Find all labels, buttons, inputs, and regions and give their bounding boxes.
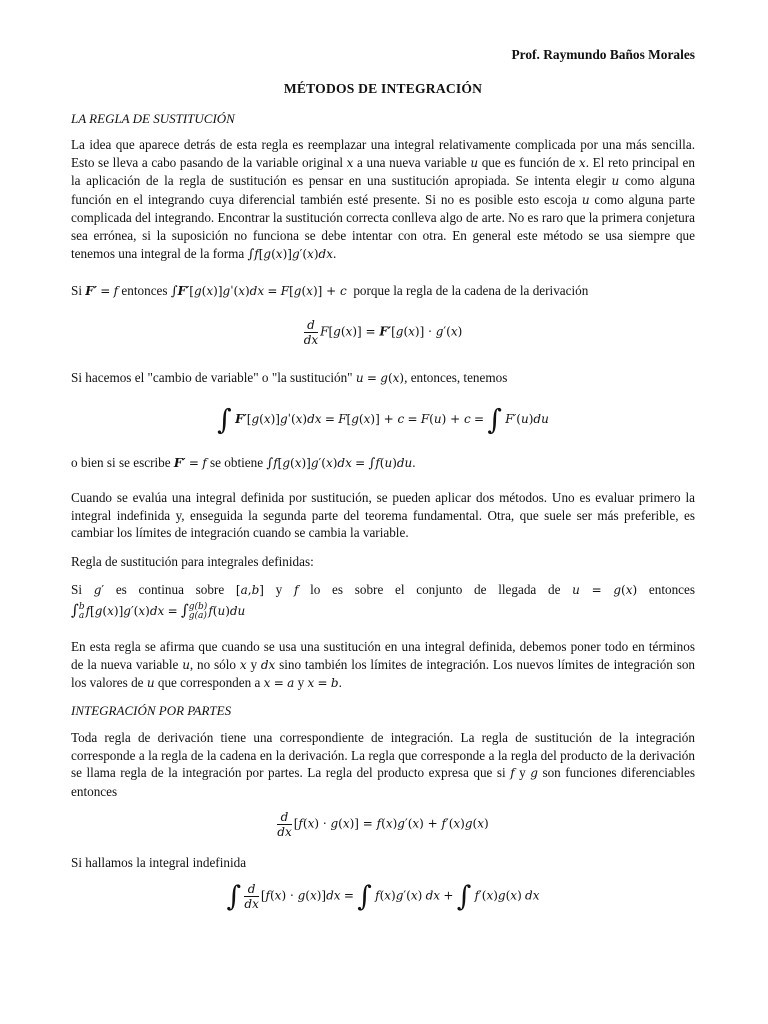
section-heading-partes: INTEGRACIÓN POR PARTES (71, 703, 232, 718)
paragraph-definida: Cuando se evalúa una integral definida por sustitución, se pueden aplicar dos métodos. Uno es evaluar primero la integral indefinida y, enseguida la segunda parte del teorema fundamental. Otra, que suele ser más preferible, es cambiar los límites de integración cuando se cambia la variable. (71, 490, 695, 541)
equation-integral-product: ∫ $\frac{d}{dx}$ [f(x) · g(x)]dx = ∫ f(x)g′(x) dx + ∫ f′(x)g(x) dx (226, 879, 540, 913)
page-title: MÉTODOS DE INTEGRACIÓN (283, 81, 483, 96)
section-heading-sustitucion: LA REGLA DE SUSTITUCIÓN (71, 111, 235, 126)
equation-product-rule: $\frac{d}{dx}$ [f(x) · g(x)] = f(x)g′(x) + f′(x)g(x) (277, 810, 489, 839)
line-hallamos: Si hallamos la integral indefinida (71, 855, 247, 870)
regla-sustitucion-definida: Si g′ es continua sobre [a,b] y f lo es sobre el conjunto de llegada de u = g(x) entonces ∫ b a f[g(x)]g′(x)dx = ∫ g(b) g(a) f(u)du (71, 582, 696, 621)
regla-label: Regla de sustitución para integrales definidas: (71, 554, 314, 569)
line-si-f-prima: Si F′ = f entonces ∫F′[g(x)]gˈ(x)dx = F[g(x)] + c porque la regla de la cadena de la derivación (71, 283, 589, 299)
paragraph-regla: En esta regla se afirma que cuando se usa una sustitución en una integral definida, debemos poner todo en términos de la nueva variable u, no sólo x y dx sino también los límites de integración. Los nuevos límites de integración son los valores de u que corresponden a x = a y x = b. (71, 639, 696, 691)
equation-substitution: ∫ F′[g(x)]gˈ(x)dx = F[g(x)] + c = F(u) + c = ∫ F′(u)du (217, 403, 549, 436)
equation-chain-rule: $\frac{d}{dx}$ F[g(x)] = F′[g(x)] · g′(x) (303, 318, 463, 347)
paragraph-intro: La idea que aparece detrás de esta regla es reemplazar una integral relativamente complicada por una más sencilla. Esto se lleva a cabo pasando de la variable original x a una nueva variable u que es función de x. El reto principal en la aplicación de la regla de sustitución es pensar en una sustitución apropiada. Se intenta elegir u como alguna función en el integrando cuya diferencial también esté presente. Si no es posible esto escoja u como alguna parte complicada del integrando. Encontrar la sustitución correcta conlleva algo de arte. No es raro que la primera conjetura sea errónea, si la suposición no funciona se debe intentar con otra. En general este método se usa siempre que tenemos una integral de la forma ∫f[g(x)]g′(x)dx. (71, 137, 696, 262)
line-cambio-variable: Si hacemos el "cambio de variable" o "la sustitución" u = g(x), entonces, tenemos (71, 370, 508, 385)
line-o-bien: o bien si se escribe F′ = f se obtiene ∫f[g(x)]g′(x)dx = ∫f(u)du. (71, 455, 416, 471)
paragraph-partes: Toda regla de derivación tiene una correspondiente de integración. La regla de sustitución de la integración corresponde a la regla de la cadena en la derivación. La regla que corresponde a la regla del producto de la derivación se llama regla de la integración por partes. La regla del producto expresa que si f y g son funciones diferenciables entonces (71, 730, 696, 799)
author-name: Prof. Raymundo Baños Morales (511, 47, 695, 62)
